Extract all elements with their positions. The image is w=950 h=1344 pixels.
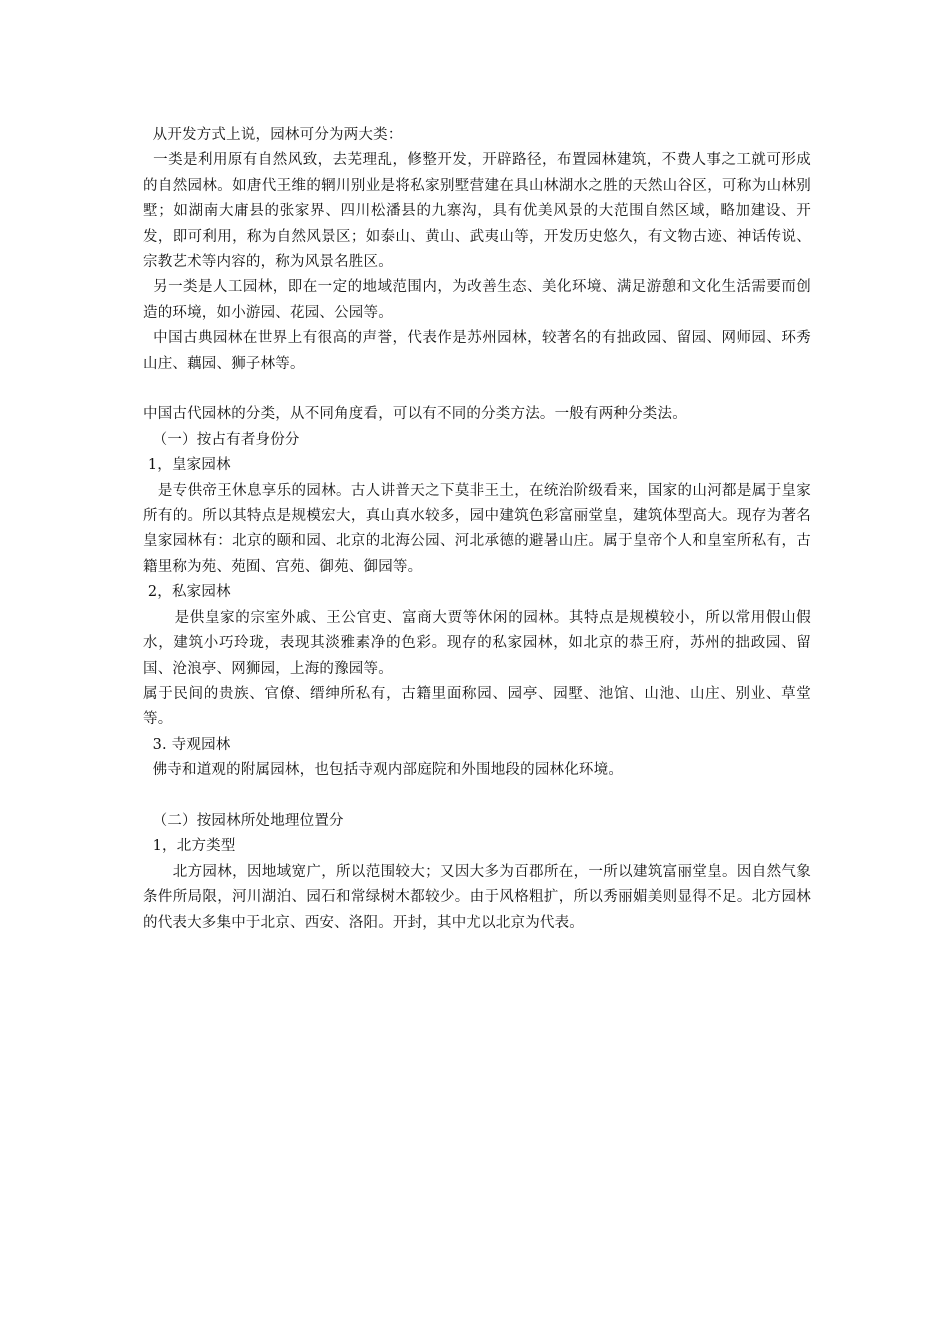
- heading-northern-type: 1，北方类型: [143, 838, 236, 855]
- heading-temple-garden: 3. 寺观园林: [143, 736, 231, 753]
- heading-by-location: （二）按园林所处地理位置分: [143, 812, 344, 829]
- paragraph-northern-garden: 北方园林，因地域宽广，所以范围较大；又因大多为百郡所在，一所以建筑富丽堂皇。因自然气象条件所局限，河川湖泊、园石和常绿树木都较少。由于风格粗扩，所以秀丽媚美则显得不足。北方园林的代表大多集中于北京、西安、洛阳。开封，其中尤以北京为代表。: [143, 863, 811, 931]
- paragraph-private-garden-owners: 属于民间的贵族、官僚、缙绅所私有，古籍里面称园、园亭、园墅、池馆、山池、山庄、别业、草堂等。: [143, 685, 811, 728]
- paragraph-natural-garden: 一类是利用原有自然风致，去芜理乱，修整开发，开辟路径，布置园林建筑，不费人事之工就可形成的自然园林。如唐代王维的辋川别业是将私家别墅营建在具山林湖水之胜的天然山谷区，可称为山林别墅；如湖南大庸县的张家界、四川松潘县的九寨沟，具有优美风景的大范围自然区域，略加建设、开发，即可利用，称为自然风景区；如泰山、黄山、武夷山等，开发历史悠久，有文物古迹、神话传说、宗教艺术等内容的，称为风景名胜区。: [143, 152, 811, 271]
- blank-line: [143, 784, 811, 809]
- paragraph-private-garden: 是供皇家的宗室外戚、王公官吏、富商大贾等休闲的园林。其特点是规模较小，所以常用假山假水，建筑小巧玲珑，表现其淡雅素净的色彩。现存的私家园林，如北京的恭王府，苏州的拙政园、留国、沧浪亭、网狮园，上海的豫园等。: [143, 609, 811, 677]
- heading-private-garden: 2，私家园林: [143, 584, 231, 601]
- paragraph-temple-garden: 佛寺和道观的附属园林，也包括寺观内部庭院和外围地段的园林化环境。: [143, 762, 624, 779]
- paragraph-intro: 从开发方式上说，园林可分为两大类：: [143, 127, 403, 143]
- paragraph-royal-garden: 是专供帝王休息享乐的园林。古人讲普天之下莫非王土，在统治阶级看来，国家的山河都是属于皇家所有的。所以其特点是规模宏大，真山真水较多，园中建筑色彩富丽堂皇，建筑体型高大。现存为著名皇家园林有：北京的颐和园、北京的北海公园、河北承德的避暑山庄。属于皇帝个人和皇室所私有，古籍里称为苑、苑囿、宫苑、御苑、御园等。: [143, 482, 811, 575]
- document-body: [143, 123, 811, 936]
- paragraph-classification: 中国古代园林的分类，从不同角度看，可以有不同的分类方法。一般有两种分类法。: [143, 406, 687, 423]
- blank-line: [143, 377, 811, 402]
- heading-royal-garden: 1，皇家园林: [143, 457, 231, 474]
- paragraph-artificial-garden: 另一类是人工园林，即在一定的地域范围内，为改善生态、美化环境、满足游憩和文化生活需要而创造的环境，如小游园、花园、公园等。: [143, 279, 811, 321]
- paragraph-classical-garden: 中国古典园林在世界上有很高的声誉，代表作是苏州园林，较著名的有拙政园、留园、网师园、环秀山庄、藕园、狮子林等。: [143, 330, 811, 372]
- heading-by-owner: （一）按占有者身份分: [143, 431, 300, 448]
